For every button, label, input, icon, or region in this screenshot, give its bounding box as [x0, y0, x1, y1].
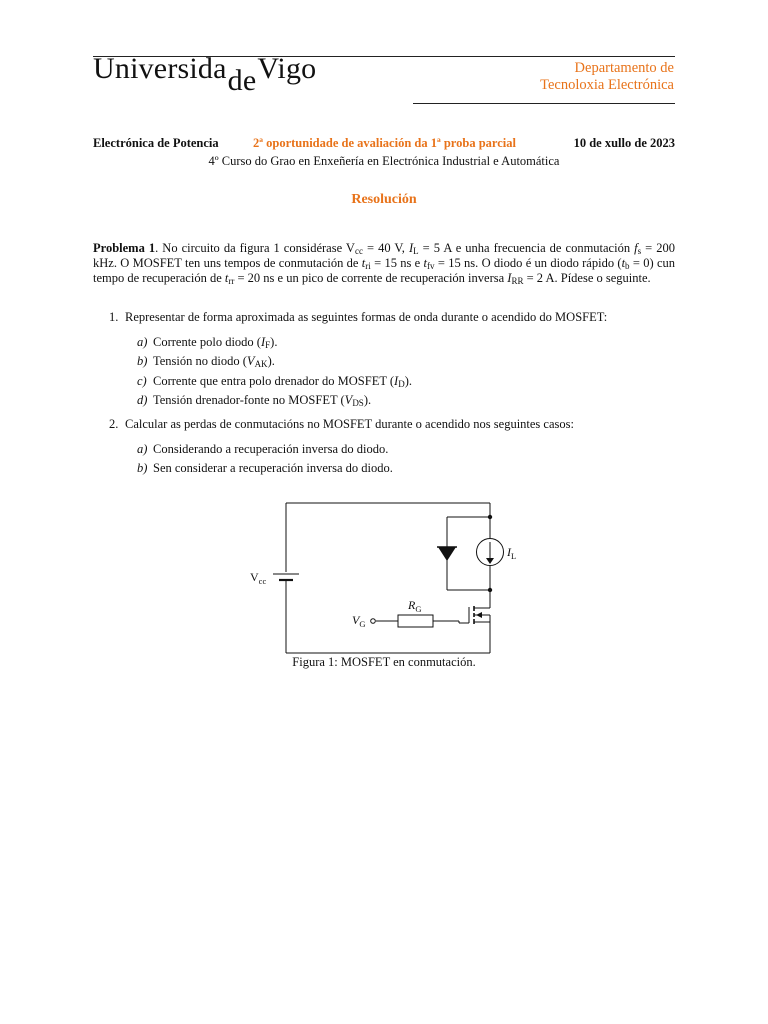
exam-name: 2ª oportunidade de avaliación da 1ª proba parcial — [253, 136, 516, 150]
problem-text: = 20 ns e un pico de corrente de recuperación inversa — [234, 271, 508, 285]
item-text: Tensión no diodo ( — [153, 354, 247, 368]
item-text: Corrente que entra polo drenador do MOSFET ( — [153, 374, 395, 388]
node-top — [488, 515, 492, 519]
logo-text-left: Universida — [93, 52, 227, 85]
item-label: a) — [137, 335, 148, 349]
problem-statement — [93, 241, 675, 286]
department-rule — [413, 103, 675, 104]
rg-label — [407, 598, 421, 614]
il-label — [506, 545, 516, 561]
node-bottom — [488, 588, 492, 592]
item-text-end: ). — [363, 393, 372, 407]
problem-text: . No circuito da figura 1 considérase V — [155, 241, 355, 255]
current-arrow-icon — [486, 558, 494, 564]
subscript: s — [637, 246, 642, 256]
item-label: a) — [137, 442, 148, 456]
item-text-end: ). — [267, 354, 275, 368]
problem-text: = 40 V, — [362, 241, 409, 255]
il-symbol: I — [507, 545, 511, 559]
item-text-end: ). — [404, 374, 413, 388]
vcc-symbol: V — [250, 570, 259, 584]
subscript: fv — [427, 261, 435, 271]
symbol: t — [423, 256, 428, 270]
il-subscript: L — [511, 551, 517, 561]
item-text: Considerando a recuperación inversa do diodo. — [153, 442, 389, 456]
item-label: b) — [137, 461, 148, 475]
question-text: Representar de forma aproximada as seguintes formas de onda durante o acendido do MOSFET: — [125, 310, 608, 324]
degree-name: 4º Curso do Grao en Enxeñería en Electrónica Industrial e Automática — [208, 154, 560, 168]
vg-label — [352, 613, 365, 629]
problem-text: = 15 ns e — [370, 256, 424, 270]
subscript: D — [398, 379, 405, 389]
logo-text-right: Vigo — [257, 52, 317, 85]
question-number: 1. — [109, 310, 119, 324]
item-text-end: ). — [270, 335, 278, 349]
subscript: AK — [254, 359, 268, 369]
symbol: V — [246, 354, 255, 368]
question-text: Calcular as perdas de conmutacións no MOSFET durante o acendido nos seguintes casos: — [125, 417, 574, 431]
problem-text: = 15 ns. O diodo é un diodo rápido ( — [434, 256, 622, 270]
symbol: V — [344, 393, 353, 407]
subscript: cc — [354, 246, 363, 256]
rg-symbol: R — [408, 598, 416, 612]
vg-symbol: V — [352, 613, 360, 627]
vg-subscript: G — [359, 619, 366, 629]
subscript: ri — [365, 261, 371, 271]
mosfet-arrow-icon — [476, 612, 482, 618]
item-label: d) — [137, 393, 148, 407]
symbol: t — [621, 256, 626, 270]
symbol: f — [634, 241, 638, 255]
subject-name: Electrónica de Potencia — [93, 136, 219, 150]
item-text: Corrente polo diodo ( — [153, 335, 261, 349]
symbol: t — [224, 271, 229, 285]
problem-text: = 5 A e unha frecuencia de conmutación — [418, 241, 635, 255]
figure-caption: Figura 1: MOSFET en conmutación. — [292, 655, 476, 669]
item-text: Sen considerar a recuperación inversa do diodo. — [153, 461, 393, 475]
problem-text: = 2 A. Pídese o seguinte. — [523, 271, 651, 285]
subscript: DS — [352, 398, 364, 408]
problem-text: = 200 kHz. O MOSFET ten uns tempos de conmutación de — [93, 241, 675, 270]
department-line-2: Tecnoloxia Electrónica — [540, 77, 674, 93]
department-line-1: Departamento de — [574, 60, 674, 76]
vcc-subscript: cc — [258, 576, 267, 586]
subscript: RR — [511, 276, 524, 286]
subscript: F — [265, 340, 271, 350]
subscript: L — [413, 246, 419, 256]
item-label: b) — [137, 354, 148, 368]
symbol: I — [260, 335, 266, 349]
rg-subscript: G — [415, 604, 422, 614]
logo-text-de: de — [227, 64, 257, 97]
problem-label: Problema 1 — [93, 241, 156, 255]
subscript: rr — [228, 276, 235, 286]
subscript: b — [625, 261, 630, 271]
vg-terminal — [371, 619, 376, 624]
symbol: I — [394, 374, 399, 388]
university-logo — [93, 52, 317, 97]
symbol: I — [408, 241, 414, 255]
item-text: Tensión drenador-fonte no MOSFET ( — [153, 393, 345, 407]
department-name — [540, 60, 674, 94]
vcc-label — [250, 570, 266, 586]
gate-resistor — [398, 615, 433, 627]
diode-icon — [438, 547, 456, 561]
symbol: t — [361, 256, 366, 270]
problem-text: = 0) cun tempo de recuperación de — [93, 256, 675, 285]
item-label: c) — [137, 374, 147, 388]
page-title: Resolución — [351, 192, 417, 207]
question-number: 2. — [109, 417, 119, 431]
symbol: I — [507, 271, 512, 285]
circuit-diagram — [240, 495, 520, 665]
exam-date: 10 de xullo de 2023 — [573, 136, 675, 150]
